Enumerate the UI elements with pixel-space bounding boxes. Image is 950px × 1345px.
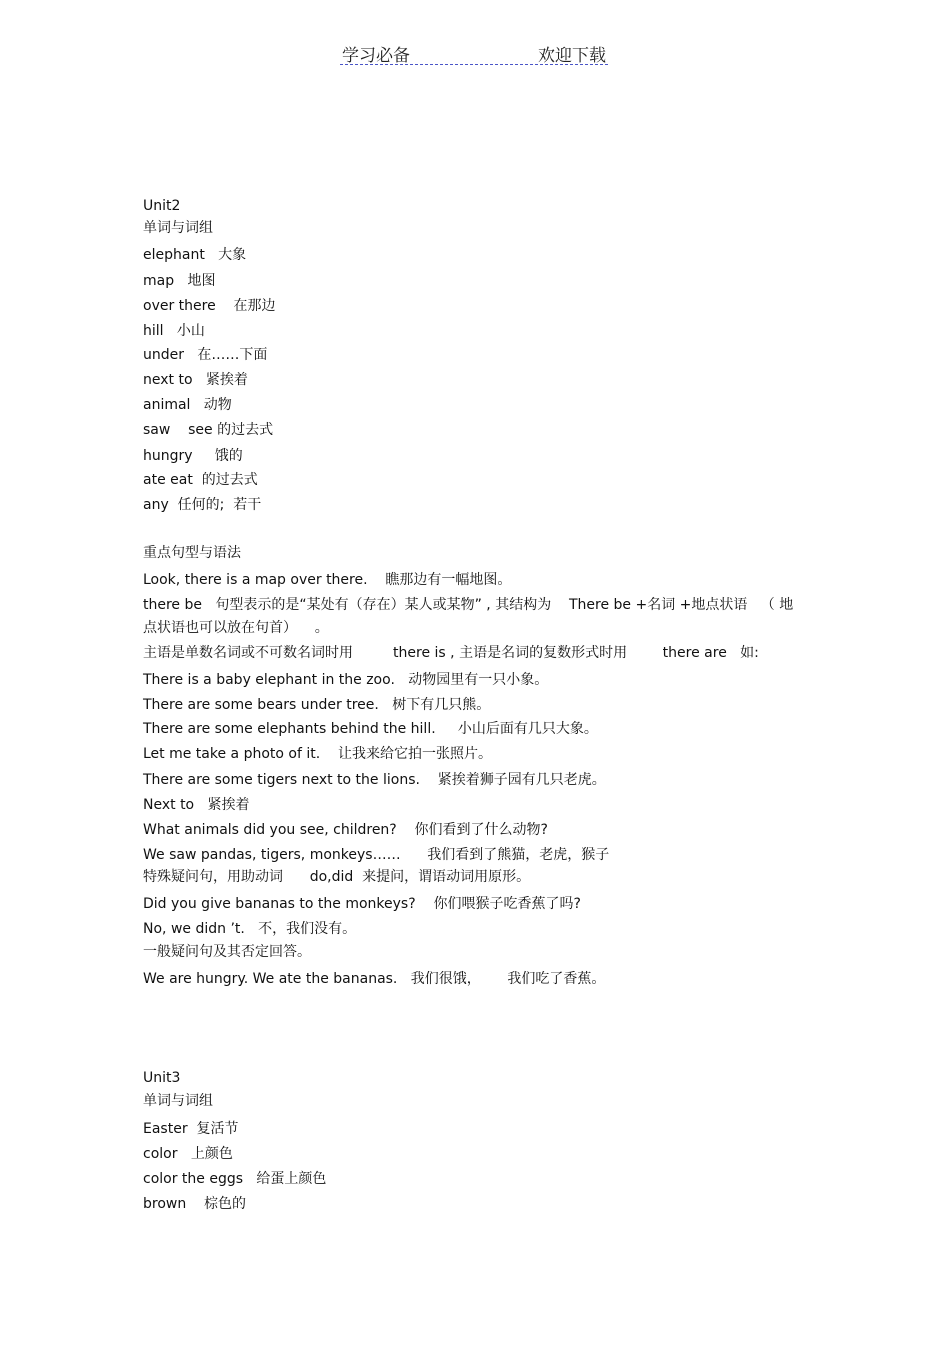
- grammar-line: 主语是单数名词或不可数名词时用 there is , 主语是名词的复数形式时用 there are 如:: [143, 645, 759, 661]
- vocab-item: saw see 的过去式: [143, 422, 274, 438]
- vocab-item: hill 小山: [143, 323, 205, 339]
- vocab-item: over there 在那边: [143, 298, 276, 314]
- grammar-line: 点状语也可以放在句首） 。: [143, 620, 329, 636]
- grammar-line: Let me take a photo of it. 让我来给它拍一张照片。: [143, 746, 492, 762]
- header-left-text: 学习必备: [342, 46, 410, 66]
- grammar-line: 特殊疑问句，用助动词 do,did 来提问，谓语动词用原形。: [143, 869, 531, 885]
- vocab-item: ate eat 的过去式: [143, 472, 258, 488]
- grammar-line: Look, there is a map over there. 瞧那边有一幅地图。: [143, 572, 512, 588]
- grammar-line: there be 句型表示的是“某处有（存在）某人或某物” , 其结构为 There be +名词 +地点状语 （ 地: [143, 597, 794, 613]
- vocab-item: next to 紧挨着: [143, 372, 248, 388]
- grammar-line: No, we didn ’t. 不，我们没有。: [143, 921, 357, 937]
- grammar-line: There is a baby elephant in the zoo. 动物园里有一只小象。: [143, 672, 549, 688]
- grammar-line: Next to 紧挨着: [143, 797, 250, 813]
- grammar-line: We are hungry. We ate the bananas. 我们很饿， 我们吃了香蕉。: [143, 971, 606, 987]
- grammar-line: 一般疑问句及其否定回答。: [143, 944, 311, 960]
- unit2-title: Unit2: [143, 198, 181, 214]
- vocab-item: animal 动物: [143, 397, 232, 413]
- header-right-text: 欢迎下载: [538, 46, 606, 66]
- vocab-item: color the eggs 给蛋上颜色: [143, 1171, 327, 1187]
- vocab-item: any 任何的; 若干: [143, 497, 262, 513]
- vocab-item: color 上颜色: [143, 1146, 233, 1162]
- unit3-vocab-heading: 单词与词组: [143, 1093, 213, 1109]
- grammar-line: There are some elephants behind the hill. 小山后面有几只大象。: [143, 721, 598, 737]
- vocab-item: brown 棕色的: [143, 1196, 247, 1212]
- vocab-item: map 地图: [143, 273, 216, 289]
- grammar-line: What animals did you see, children? 你们看到了什么动物?: [143, 822, 548, 838]
- grammar-line: There are some tigers next to the lions. 紧挨着狮子园有几只老虎。: [143, 772, 606, 788]
- grammar-line: There are some bears under tree. 树下有几只熊。: [143, 697, 491, 713]
- vocab-item: under 在……下面: [143, 347, 268, 363]
- page-header: [340, 40, 608, 65]
- unit2-grammar-heading: 重点句型与语法: [143, 545, 241, 561]
- grammar-line: We saw pandas, tigers, monkeys…… 我们看到了熊猫，老虎，猴子: [143, 847, 610, 863]
- vocab-item: elephant 大象: [143, 247, 247, 263]
- grammar-line: Did you give bananas to the monkeys? 你们喂猴子吃香蕉了吗?: [143, 896, 581, 912]
- unit3-title: Unit3: [143, 1070, 181, 1086]
- unit2-vocab-heading: 单词与词组: [143, 220, 213, 236]
- vocab-item: hungry 饿的: [143, 448, 243, 464]
- vocab-item: Easter 复活节: [143, 1121, 239, 1137]
